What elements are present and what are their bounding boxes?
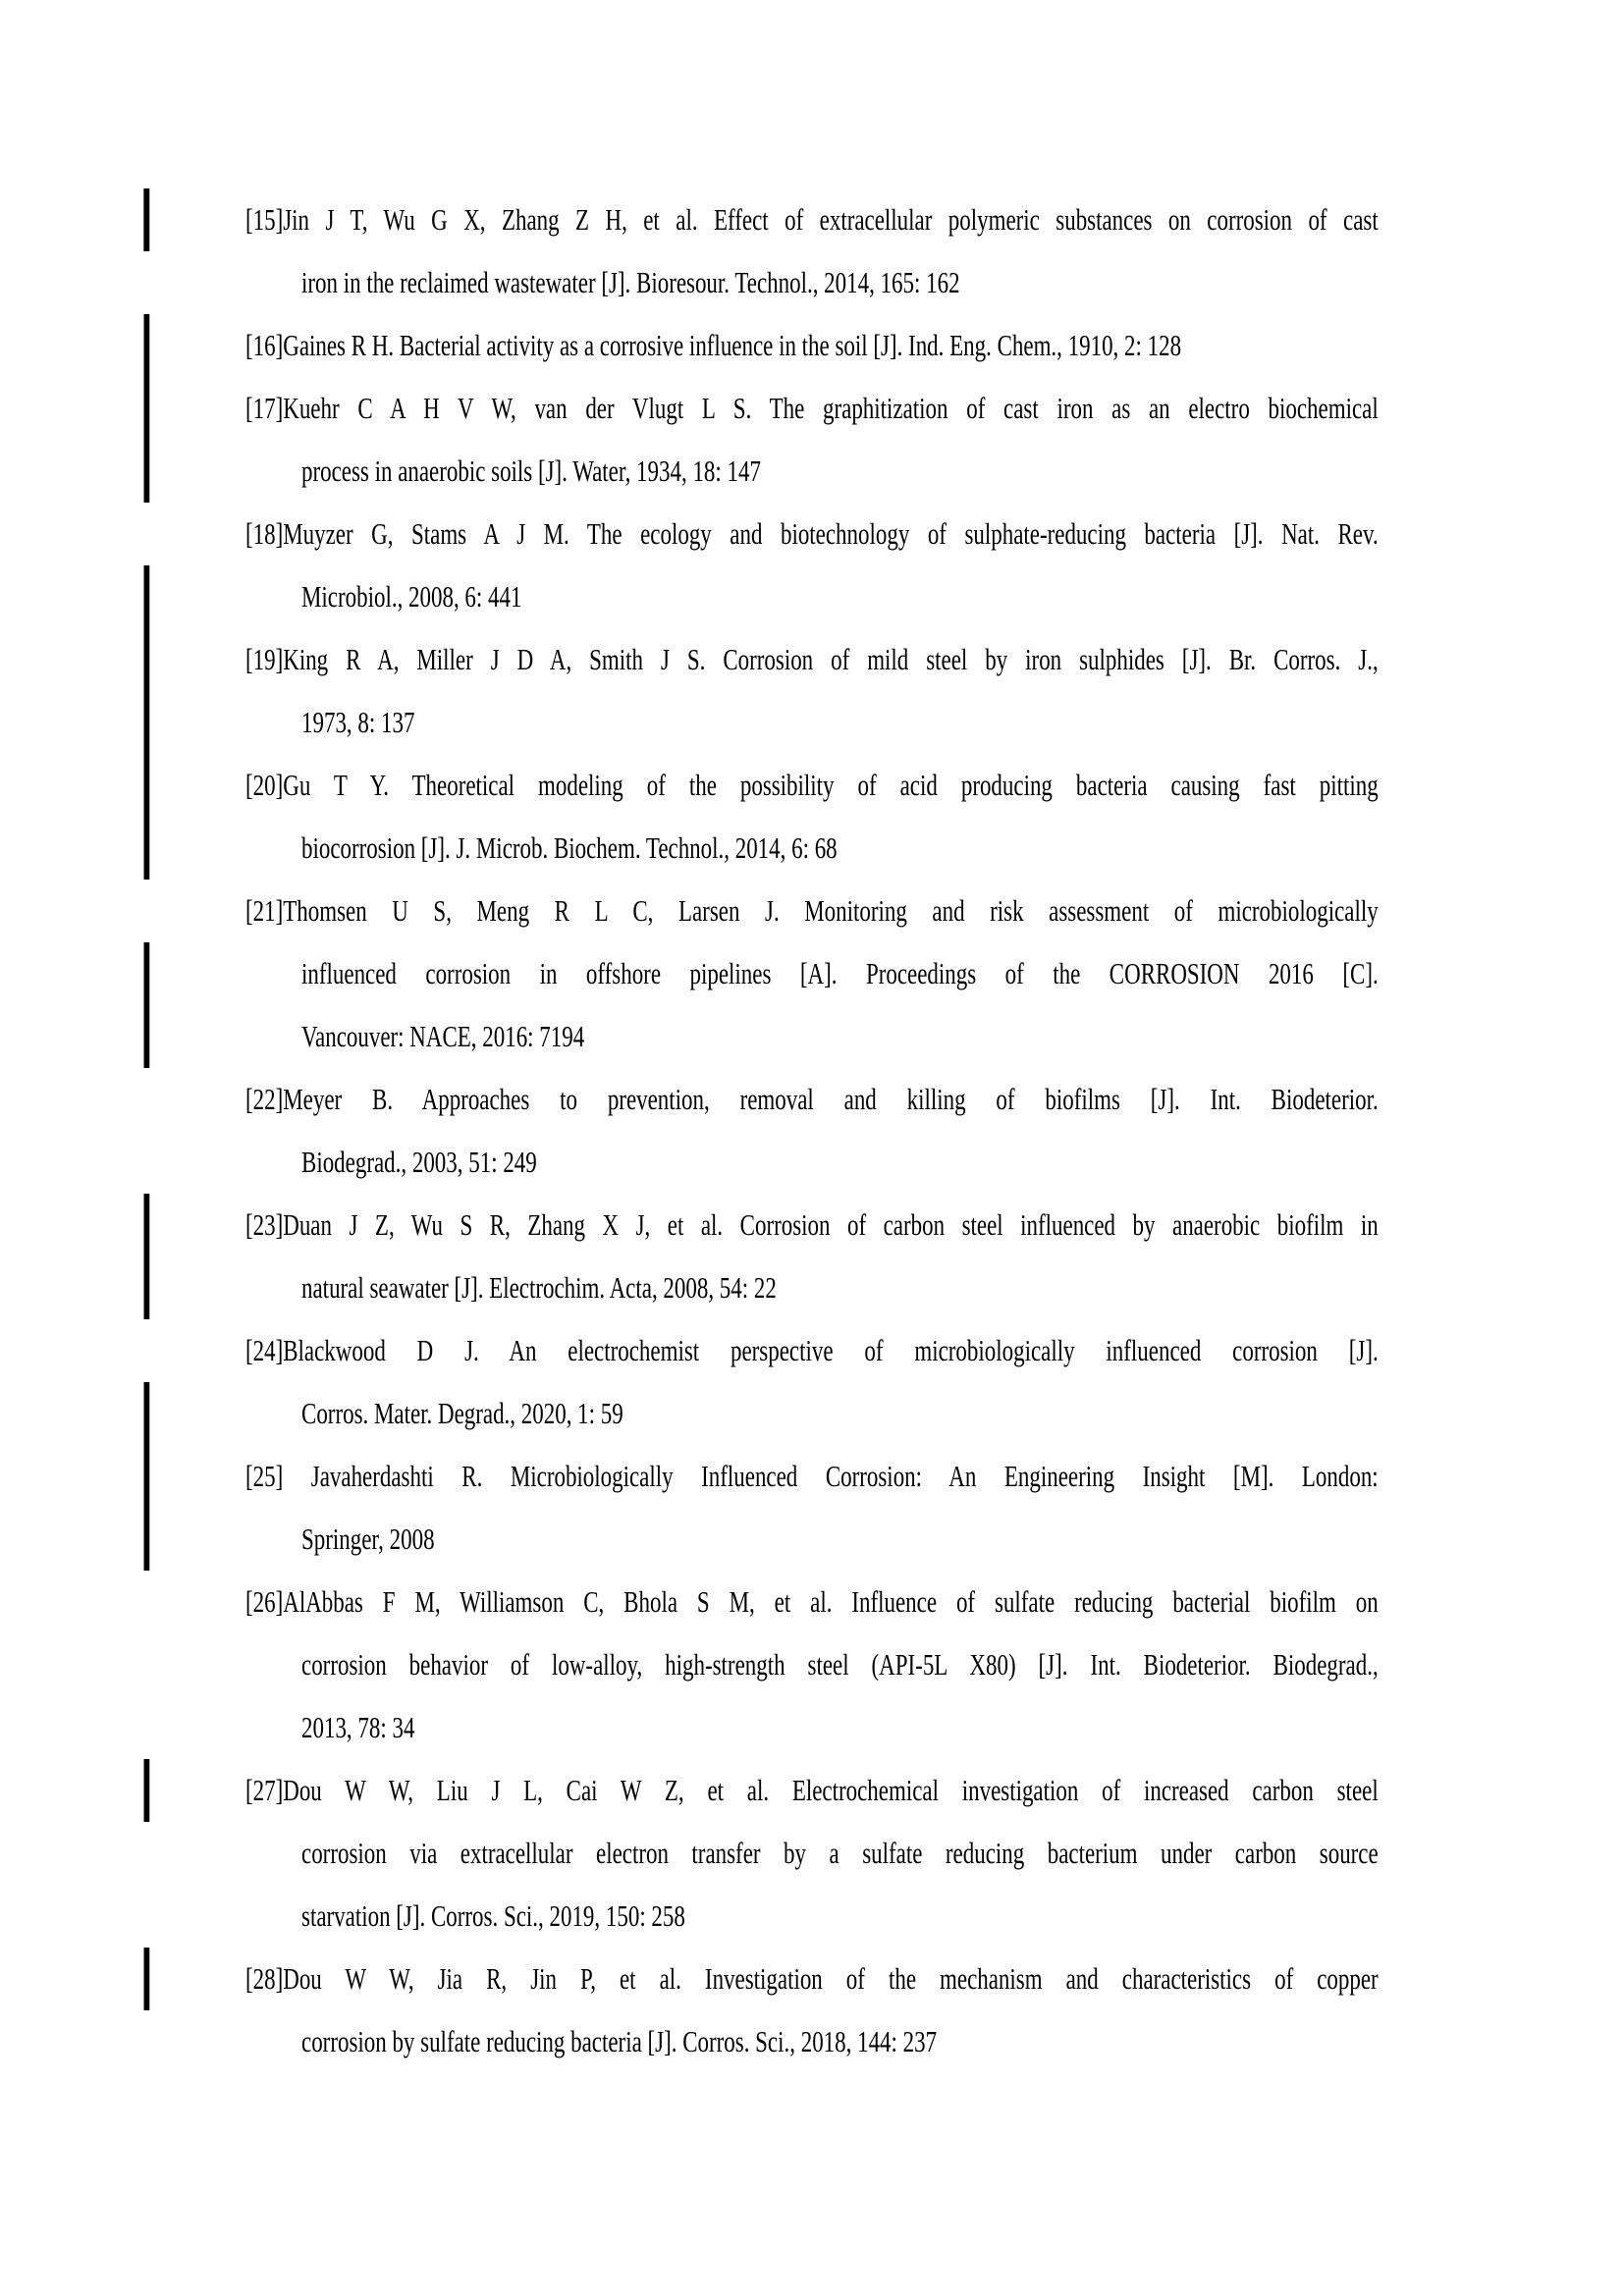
revision-change-bar (143, 440, 149, 503)
revision-change-bar (143, 565, 149, 628)
reference-line: corrosion behavior of low-alloy, high-strength steel (API-5L X80) [J]. Int. Biodeterior. Biodegrad., (301, 1647, 1379, 1682)
reference-line: starvation [J]. Corros. Sci., 2019, 150: 258 (301, 1898, 685, 1933)
reference-line: 2013, 78: 34 (301, 1710, 415, 1744)
reference-line: [24]Blackwood D J. An electrochemist perspective of microbiologically influenced corrosion [J]. (245, 1333, 1379, 1367)
reference-line: corrosion by sulfate reducing bacteria [J]. Corros. Sci., 2018, 144: 237 (301, 2024, 938, 2058)
revision-change-bar (143, 942, 149, 1005)
reference-line: influenced corrosion in offshore pipelines [A]. Proceedings of the CORROSION 2016 [C]. (245, 942, 1379, 1005)
revision-change-bar (143, 754, 149, 817)
reference-line: [25] Javaherdashti R. Microbiologically Influenced Corrosion: An Engineering Insight [M]. London: (245, 1445, 1379, 1508)
revision-change-bar (143, 1005, 149, 1068)
revision-change-bar (143, 314, 149, 377)
revision-change-bar (143, 817, 149, 880)
revision-change-bar (143, 1194, 149, 1256)
reference-line: iron in the reclaimed wastewater [J]. Bioresour. Technol., 2014, 165: 162 (301, 265, 960, 299)
reference-line: [19]King R A, Miller J D A, Smith J S. Corrosion of mild steel by iron sulphides [J]. Br. Corros. J., (245, 628, 1379, 691)
revision-change-bar (143, 691, 149, 754)
reference-line: natural seawater [J]. Electrochim. Acta, 2008, 54: 22 (245, 1256, 1379, 1319)
reference-line: Springer, 2008 (245, 1508, 1379, 1571)
revision-change-bar (143, 188, 149, 251)
reference-line: [17]Kuehr C A H V W, van der Vlugt L S. The graphitization of cast iron as an electro biochemical (245, 377, 1379, 440)
reference-line: process in anaerobic soils [J]. Water, 1934, 18: 147 (245, 440, 1379, 503)
reference-line: [20]Gu T Y. Theoretical modeling of the possibility of acid producing bacteria causing fast pitting (245, 754, 1379, 817)
reference-line: [27]Dou W W, Liu J L, Cai W Z, et al. Electrochemical investigation of increased carbon steel (245, 1759, 1379, 1822)
revision-change-bar (143, 1256, 149, 1319)
revision-change-bar (143, 1759, 149, 1822)
reference-line: [15]Jin J T, Wu G X, Zhang Z H, et al. Effect of extracellular polymeric substances on corrosion of cast (245, 188, 1379, 251)
reference-line: biocorrosion [J]. J. Microb. Biochem. Technol., 2014, 6: 68 (245, 817, 1379, 880)
references-list (245, 188, 1379, 2073)
revision-change-bar (143, 1382, 149, 1445)
revision-change-bar (143, 1508, 149, 1571)
reference-line: [16]Gaines R H. Bacterial activity as a corrosive influence in the soil [J]. Ind. Eng. Chem., 1910, 2: 128 (245, 314, 1379, 377)
reference-line: Biodegrad., 2003, 51: 249 (301, 1145, 537, 1179)
reference-line: [22]Meyer B. Approaches to prevention, removal and killing of biofilms [J]. Int. Biodeterior. (245, 1082, 1379, 1116)
reference-line: [28]Dou W W, Jia R, Jin P, et al. Investigation of the mechanism and characteristics of copper (245, 1948, 1379, 2010)
reference-line: corrosion via extracellular electron transfer by a sulfate reducing bacterium under carbon source (301, 1836, 1379, 1870)
revision-change-bar (143, 377, 149, 440)
revision-change-bar (143, 1445, 149, 1508)
reference-line: [21]Thomsen U S, Meng R L C, Larsen J. Monitoring and risk assessment of microbiologically (245, 893, 1379, 928)
reference-line: Vancouver: NACE, 2016: 7194 (245, 1005, 1379, 1068)
reference-line: 1973, 8: 137 (245, 691, 1379, 754)
reference-line: Microbiol., 2008, 6: 441 (245, 565, 1379, 628)
revision-change-bar (143, 1948, 149, 2010)
reference-line: [26]AlAbbas F M, Williamson C, Bhola S M, et al. Influence of sulfate reducing bacterial biofilm on (245, 1584, 1379, 1619)
revision-change-bar (143, 628, 149, 691)
reference-line: [18]Muyzer G, Stams A J M. The ecology and biotechnology of sulphate-reducing bacteria [J]. Nat. Rev. (245, 516, 1379, 551)
reference-line: [23]Duan J Z, Wu S R, Zhang X J, et al. Corrosion of carbon steel influenced by anaerobic biofilm in (245, 1194, 1379, 1256)
reference-line: Corros. Mater. Degrad., 2020, 1: 59 (245, 1382, 1379, 1445)
